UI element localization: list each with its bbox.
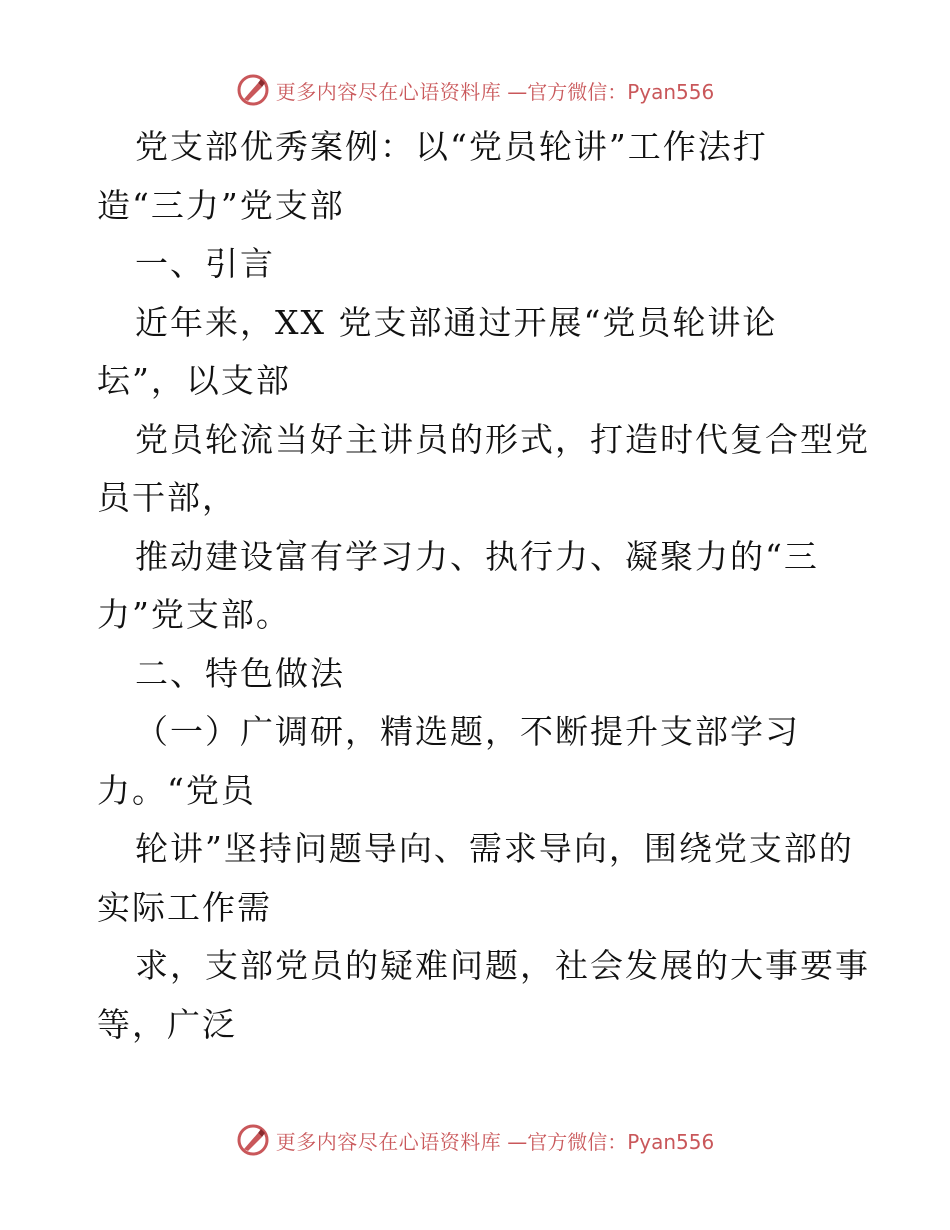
- document-line: 党员轮流当好主讲员的形式，打造时代复合型党: [135, 419, 870, 459]
- document-line: （一）广调研，精选题，不断提升支部学习: [135, 712, 800, 751]
- document-line: 推动建设富有学习力、执行力、凝聚力的“三: [135, 536, 819, 576]
- document-line: 近年来，XX 党支部通过开展“党员轮讲论: [135, 302, 778, 342]
- section-heading: 一、引言: [135, 244, 275, 283]
- header-watermark: [0, 72, 950, 108]
- watermark-brand-text: 更多内容尽在心语资料库: [275, 1129, 502, 1154]
- footer-watermark: [0, 1122, 950, 1158]
- pen-logo-icon: [236, 1123, 270, 1157]
- document-line: 力。“党员: [97, 770, 256, 810]
- document-line: 等，广泛: [97, 1004, 237, 1044]
- pen-logo-icon: [236, 73, 270, 107]
- watermark-wechat-text: —官方微信：Pyan556: [507, 79, 715, 104]
- document-body: [97, 118, 870, 1054]
- document-line: 轮讲”坚持问题导向、需求导向，围绕党支部的: [135, 829, 854, 868]
- document-line: 坛”，以支部: [97, 361, 291, 400]
- watermark-wechat-text: —官方微信：Pyan556: [507, 1129, 715, 1154]
- document-line: 力”党支部。: [97, 595, 291, 634]
- section-heading: 二、特色做法: [135, 653, 345, 693]
- document-line: 实际工作需: [97, 887, 272, 927]
- document-line: 党支部优秀案例：以“党员轮讲”工作法打: [135, 127, 768, 166]
- watermark-brand-text: 更多内容尽在心语资料库: [275, 79, 502, 104]
- document-line: 员干部，: [97, 478, 237, 517]
- document-line: 造“三力”党支部: [97, 185, 345, 225]
- document-line: 求，支部党员的疑难问题，社会发展的大事要事: [135, 946, 870, 985]
